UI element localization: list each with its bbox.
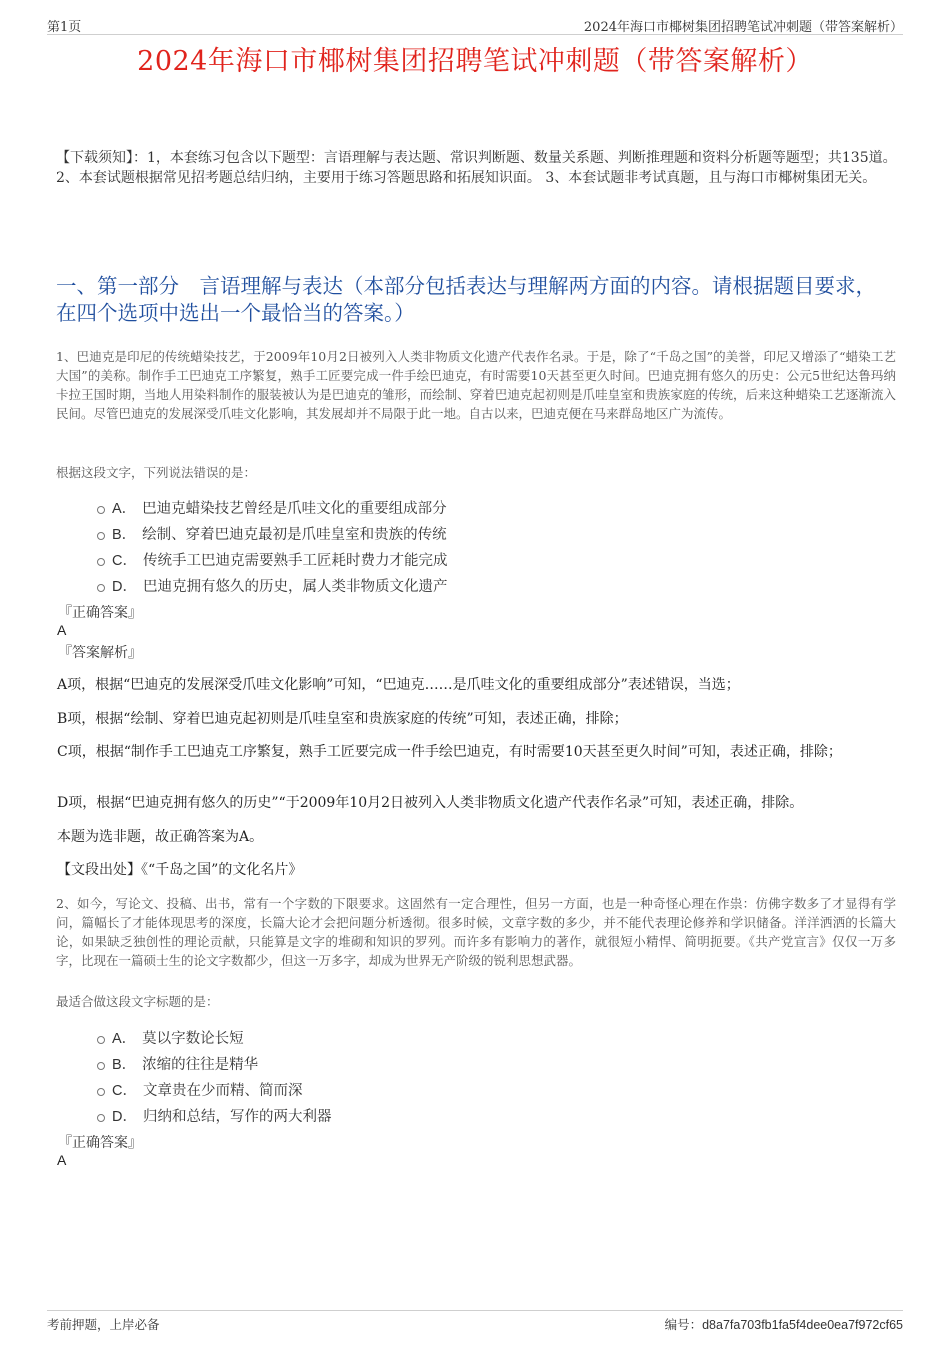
option-text: 巴迪克蜡染技艺曾经是爪哇文化的重要组成部分 xyxy=(142,501,447,517)
footer-code-value: d8a7fa703fb1fa5f4dee0ea7f972cf65 xyxy=(702,1318,903,1332)
header-doc-name: 2024年海口市椰树集团招聘笔试冲刺题（带答案解析） xyxy=(583,20,903,35)
question-2-option-d[interactable] xyxy=(97,1105,331,1126)
radio-icon[interactable] xyxy=(97,1062,105,1070)
source-note: 【文段出处】《“千岛之国”的文化名片》 xyxy=(57,862,303,878)
correct-answer-label: 『正确答案』 xyxy=(58,605,142,621)
option-text: 巴迪克拥有悠久的历史，属人类非物质文化遗产 xyxy=(142,579,448,595)
radio-icon[interactable] xyxy=(97,506,105,514)
option-letter: A． xyxy=(112,1031,137,1047)
option-letter: B． xyxy=(112,527,137,543)
option-letter: D． xyxy=(112,1109,137,1125)
question-1-option-d[interactable] xyxy=(97,575,447,596)
option-letter: D． xyxy=(112,579,137,595)
section-heading: 一、第一部分 言语理解与表达（本部分包括表达与理解两方面的内容。请根据题目要求，在四个选项中选出一个最恰当的答案。） xyxy=(56,274,876,325)
correct-answer-value: A xyxy=(57,1152,67,1168)
footer-code-label: 编号： xyxy=(664,1317,703,1332)
option-text: 莫以字数论长短 xyxy=(142,1031,244,1047)
option-letter: A． xyxy=(112,501,137,517)
question-1-option-b[interactable] xyxy=(97,523,447,544)
footer-code xyxy=(665,1315,903,1333)
question-2-stem: 2、如今，写论文、投稿、出书，常有一个字数的下限要求。这固然有一定合理性，但另一方面，也是一种奇怪心理在作祟：仿佛字数多了才显得有学问，篇幅长了才能体现思考的深度，长篇大论才会把问题分析透彻。很多时候，文章字数的多少，并不能代表理论修养和学识储备。洋洋洒洒的长篇大论，如果缺乏独创性的理论贡献，只能算是文字的堆砌和知识的罗列。而许多有影响力的著作，就很短小精悍、简明扼要。《共产党宣言》仅仅一万多字，比现在一篇硕士生的论文字数都少，但这一万多字，却成为世界无产阶级的锐利思想武器。 xyxy=(56,896,896,968)
option-text: 归纳和总结，写作的两大利器 xyxy=(142,1109,332,1125)
analysis-c: C项，根据“制作手工巴迪克工序繁复，熟手工匠要完成一件手绘巴迪克，有时需要10天甚至更久时间”可知，表述正确，排除； xyxy=(57,744,842,760)
page-header xyxy=(47,14,903,35)
correct-answer-value: A xyxy=(57,622,67,638)
analysis-b: B项，根据“绘制、穿着巴迪克起初则是爪哇皇室和贵族家庭的传统”可知，表述正确，排除； xyxy=(57,711,628,727)
radio-icon[interactable] xyxy=(97,1088,105,1096)
option-text: 文章贵在少而精、简而深 xyxy=(142,1083,303,1099)
question-1-option-c[interactable] xyxy=(97,549,447,570)
question-2-prompt: 最适合做这段文字标题的是： xyxy=(56,994,219,1009)
radio-icon[interactable] xyxy=(97,532,105,540)
document-title: 2024年海口市椰树集团招聘笔试冲刺题（带答案解析） xyxy=(137,46,813,77)
question-2-option-b[interactable] xyxy=(97,1053,258,1074)
question-1-stem: 1、巴迪克是印尼的传统蜡染技艺，于2009年10月2日被列入人类非物质文化遗产代表作名录。于是，除了“千岛之国”的美誉，印尼又增添了“蜡染工艺大国”的美称。制作手工巴迪克工序繁复，熟手工匠要完成一件手绘巴迪克，有时需要10天甚至更久时间。巴迪克拥有悠久的历史：公元5世纪达鲁玛纳卡拉王国时期，当地人用染料制作的服装被认为是巴迪克的雏形，而绘制、穿着巴迪克起初则是爪哇皇室和贵族家庭的传统，后来这种蜡染工艺逐渐流入民间。尽管巴迪克的发展深受爪哇文化影响，其发展却并不局限于此一地。自古以来，巴迪克便在马来群岛地区广为流传。 xyxy=(56,349,896,421)
radio-icon[interactable] xyxy=(97,1114,105,1122)
page-number: 第1页 xyxy=(47,20,82,35)
page-footer xyxy=(47,1310,903,1333)
footer-slogan: 考前押题，上岸必备 xyxy=(47,1317,160,1332)
option-text: 浓缩的往往是精华 xyxy=(142,1057,259,1073)
option-text: 绘制、穿着巴迪克最初是爪哇皇室和贵族的传统 xyxy=(142,527,447,543)
option-letter: C． xyxy=(112,1083,137,1099)
question-1-prompt: 根据这段文字，下列说法错误的是： xyxy=(56,465,257,480)
radio-icon[interactable] xyxy=(97,584,105,592)
question-1-option-a[interactable] xyxy=(97,497,447,518)
option-letter: B． xyxy=(112,1057,137,1073)
radio-icon[interactable] xyxy=(97,1036,105,1044)
option-letter: C． xyxy=(112,553,137,569)
analysis-conclusion: 本题为选非题，故正确答案为A。 xyxy=(57,829,264,845)
radio-icon[interactable] xyxy=(97,558,105,566)
question-2-option-a[interactable] xyxy=(97,1027,244,1048)
download-notice: 【下载须知】：1，本套练习包含以下题型：言语理解与表达题、常识判断题、数量关系题、判断推理题和资料分析题等题型；共135道。 2、本套试题根据常见招考题总结归纳，主要用于练习答题思路和拓展知识面。 3、本套试题非考试真题，且与海口市椰树集团无关。 xyxy=(56,150,897,186)
option-text: 传统手工巴迪克需要熟手工匠耗时费力才能完成 xyxy=(142,553,448,569)
question-2-option-c[interactable] xyxy=(97,1079,302,1100)
analysis-d: D项，根据“巴迪克拥有悠久的历史”“于2009年10月2日被列入人类非物质文化遗产代表作名录”可知，表述正确，排除。 xyxy=(57,795,804,811)
correct-answer-label: 『正确答案』 xyxy=(58,1135,142,1151)
analysis-label: 『答案解析』 xyxy=(58,645,142,661)
analysis-a: A项，根据“巴迪克的发展深受爪哇文化影响”可知，“巴迪克……是爪哇文化的重要组成部分”表述错误，当选； xyxy=(57,677,740,693)
